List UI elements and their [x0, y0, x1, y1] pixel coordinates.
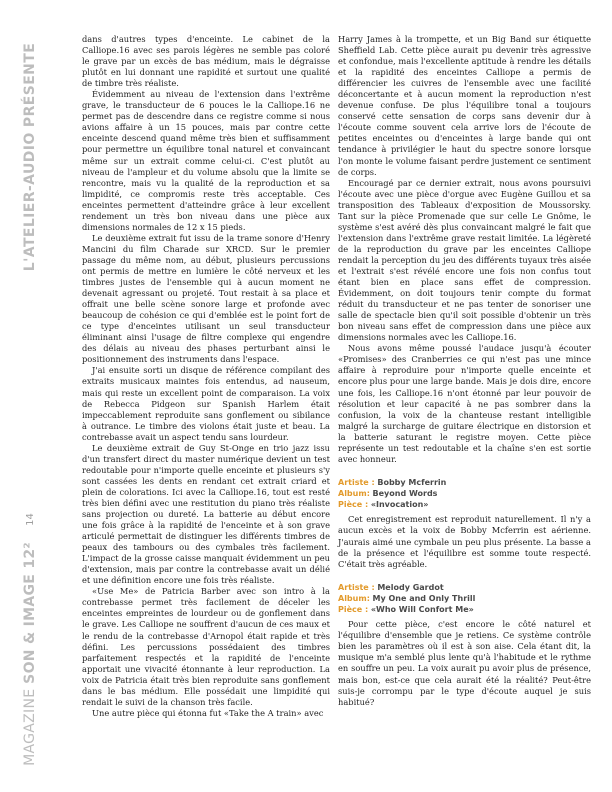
track-piece-value: «Invocation» — [370, 500, 429, 510]
article-paragraph: «Use Me» de Patricia Barber avec son intro à la contrebasse permet très facilement de déceler les enceintes empreintes de lourdeur ou de gonflement dans le grave. Les Calliope ne souffrent d'aucun de ces maux et le rendu de la contrebasse d'Arnopol était rapide et très défini. Les percussions possédaient des timbres parfaitement respectés et la rapidité de l'enceinte apportait une vivacité étonnante à leur reproduction. La voix de Patricia était très bien reproduite sans gonflement dans le bas médium. Elle possédait une limpidité qui rendait le suivi de la chanson très facile. — [82, 586, 330, 707]
track-piece-value: «Who Will Confort Me» — [370, 605, 474, 615]
track-artist-row — [338, 477, 591, 488]
tracks — [338, 477, 591, 708]
track-album-value: Beyond Words — [372, 489, 438, 499]
track-album-label: Album: — [338, 489, 370, 499]
article-paragraph: Nous avons même poussé l'audace jusqu'à écouter «Promises» des Cranberries ce qui n'est pas une mince affaire à reproduire pour n'importe quelle enceinte et encore plus pour une large bande. Mais je dois dire, encore une fois, les Calliope.16 n'ont étonné par leur pouvoir de résolution et leur capacité à ne pas sombrer dans la confusion, la voix de la chanteuse restant intelligible malgré la surcharge de guitare électrique en distorsion et la batterie saturant le registre moyen. Cette pièce représente un test redoutable et la chaîne s'en est sortie avec honneur. — [338, 343, 591, 464]
track-info — [338, 582, 591, 616]
track-piece-label: Pièce : — [338, 500, 369, 510]
article-paragraph: J'ai ensuite sorti un disque de référence compilant des extraits musicaux maintes fois entendus, ad nauseum, mais qui reste un excellent point de comparaison. La voix de Rebecca Pidgeon sur Spanish Harlem était impeccablement reproduite sans gonflement ou sibilance à outrance. Le timbre des violons était juste et beau. La contrebasse avait un aspect tendu sans lourdeur. — [82, 365, 330, 442]
article-paragraph: Harry James à la trompette, et un Big Band sur étiquette Sheffield Lab. Cette pièce aurait pu devenir très agressive et confondue, mais l'excellente aptitude à rendre les détails et la rapidité des enceintes Calliope a permis de différencier les cuivres de l'ensemble avec une facilité déconcertante et à aucun moment la reproduction n'est devenue confuse. De plus l'équilibre tonal a toujours conservé cette sensation de corps sans devenir dur à l'écoute comme souvent cela arrive lors de l'écoute de petites enceintes ou d'enceintes à large bande qui ont tendance à privilégier le haut du spectre sonore lorsque l'on monte le volume faisant perdre justement ce sentiment de corps. — [338, 34, 591, 177]
article-paragraph: Encouragé par ce dernier extrait, nous avons poursuivi l'écoute avec une pièce d'orgue avec Eugène Guillou et sa transposition des Tableaux d'exposition de Moussorsky. Tant sur la pièce Promenade que sur celle Le Gnôme, le système s'est avéré dès plus convaincant malgré le fait que l'extension dans l'extrême grave restait limitée. La légèreté de la reproduction du grave par les enceintes Calliope rendait la perception du jeu des différents tuyaux très aisée et l'extrait s'est révélé encore une fois non confus tout étant bien en place sans effet de compression. Évidemment, on doit toujours tenir compte du format réduit du transducteur et ne pas tenter de sonoriser une salle de spectacle bien qu'il soit possible d'obtenir un très bon niveau sans effet de compression dans une pièce aux dimensions normales avec les Calliope.16. — [338, 177, 591, 343]
track-review-paragraph: Pour cette pièce, c'est encore le côté naturel et l'équilibre d'ensemble que je retiens. Ce système contrôle bien les paramètres où il est à son aise. Cela étant dit, la musique m'a semblé plus lente qu'à l'habitude et le rythme en souffre un peu. La voix aurait pu avoir plus de présence, mais bon, est-ce que cela aurait été la réalité? Peut-être suis-je corrompu par le type d'écoute auquel je suis habitué? — [338, 619, 591, 707]
track-artist-label: Artiste : — [338, 582, 375, 592]
track-artist-value: Bobby Mcferrin — [377, 477, 447, 487]
page-number: 14 — [24, 512, 36, 526]
magazine-name-container — [16, 540, 44, 768]
sidebar — [0, 0, 60, 792]
article-paragraph: Le deuxième extrait fut issu de la trame sonore d'Henry Mancini du film Charade sur XRCD. Sur le premier passage du même nom, au début, plusieurs percussions ont permis de mettre en lumière le côté nerveux et les timbres justes de l'ensemble qui à aucun moment ne devenait agressant ou projeté. Tout restait à sa place et offrait une belle scène sonore large et profonde avec beaucoup de cohésion ce qui d'emblée est le point fort de ce type d'enceintes utilisant un seul transducteur éliminant ainsi l'usage de filtre complexe qui engendre des délais au niveau des phases perturbant ainsi le positionnement des instruments dans l'espace. — [82, 232, 330, 365]
track-piece-label: Pièce : — [338, 605, 369, 615]
article-paragraph: Une autre pièce qui étonna fut «Take the A train» avec — [92, 707, 324, 718]
left-column — [82, 34, 330, 719]
track-album-row — [338, 593, 591, 604]
track-artist-label: Artiste : — [338, 477, 375, 487]
track-album-label: Album: — [338, 593, 370, 603]
article-paragraph: Le deuxième extrait de Guy St-Onge en trio jazz issu d'un transfert direct du master numérique devient un test redoutable pour n'importe quelle enceinte et plusieurs s'y sont cassées les dents en rendant cet extrait criard et plein de colorations. Ici avec la Calliope.16, tout est resté très bien défini avec une restitution du piano très réaliste sans projection ou dureté. La batterie au début encore une fois grâce à la rapidité de l'enceinte et à son grave articulé permettait de distinguer les différents timbres de peaux des tambours ou des cymbales très facilement. L'impact de la grosse caisse manquait évidemment un peu d'extension, mais par contre la contrebasse avait un délié et une définition encore une fois très réaliste. — [82, 442, 330, 586]
track-piece-row — [338, 499, 591, 510]
article-paragraph: Évidemment au niveau de l'extension dans l'extrême grave, le transducteur de 6 pouces le la Calliope.16 ne permet pas de descendre dans ce registre comme si nous avions affaire à un 15 pouces, mais par contre cette enceinte descend quand même très bien et suffisamment pour permettre un équilibre tonal naturel et convaincant même sur un extrait comme celui-ci. C'est plutôt au niveau de l'ampleur et du volume absolu que la limite se rencontre, mais vu la qualité de la reproduction et sa limpidité, ce compromis reste très acceptable. Ces enceintes permettent d'atteindre grâce à leur excellent rendement un très bon niveau dans une pièce aux dimensions normales de 12 x 15 pieds. — [82, 89, 330, 232]
track-artist-value: Melody Gardot — [377, 582, 444, 592]
magazine-prefix: MAGAZINE — [22, 688, 39, 766]
article-paragraph: dans d'autres types d'enceinte. Le cabinet de la Calliope.16 avec ses parois légères ne semble pas coloré le grave par un excès de bas médium, mais le dégraisse plutôt en lui donnant une rapidité et surtout une qualité de timbre très réaliste. — [82, 34, 330, 89]
right-column — [338, 34, 591, 708]
track-artist-row — [338, 582, 591, 593]
track-album-value: My One and Only Thrill — [372, 593, 476, 603]
magazine-title: SON & IMAGE 12² — [22, 542, 39, 684]
right-column-paragraphs — [338, 34, 591, 465]
section-title: L'ATELIER-AUDIO PRÉSENTE — [22, 42, 39, 272]
track-album-row — [338, 488, 591, 499]
page-number-container — [20, 504, 40, 534]
track-review-paragraph: Cet enregistrement est reproduit naturellement. Il n'y a aucun excès et la voix de Bobby Mcferrin est aérienne. J'aurais aimé une cymbale un peu plus présente. La basse a de la présence et l'équilibre est somme toute respecté. C'était très agréable. — [338, 514, 591, 569]
track-info — [338, 477, 591, 511]
magazine-name — [22, 542, 38, 766]
section-title-container — [16, 36, 44, 278]
track-piece-row — [338, 604, 591, 615]
